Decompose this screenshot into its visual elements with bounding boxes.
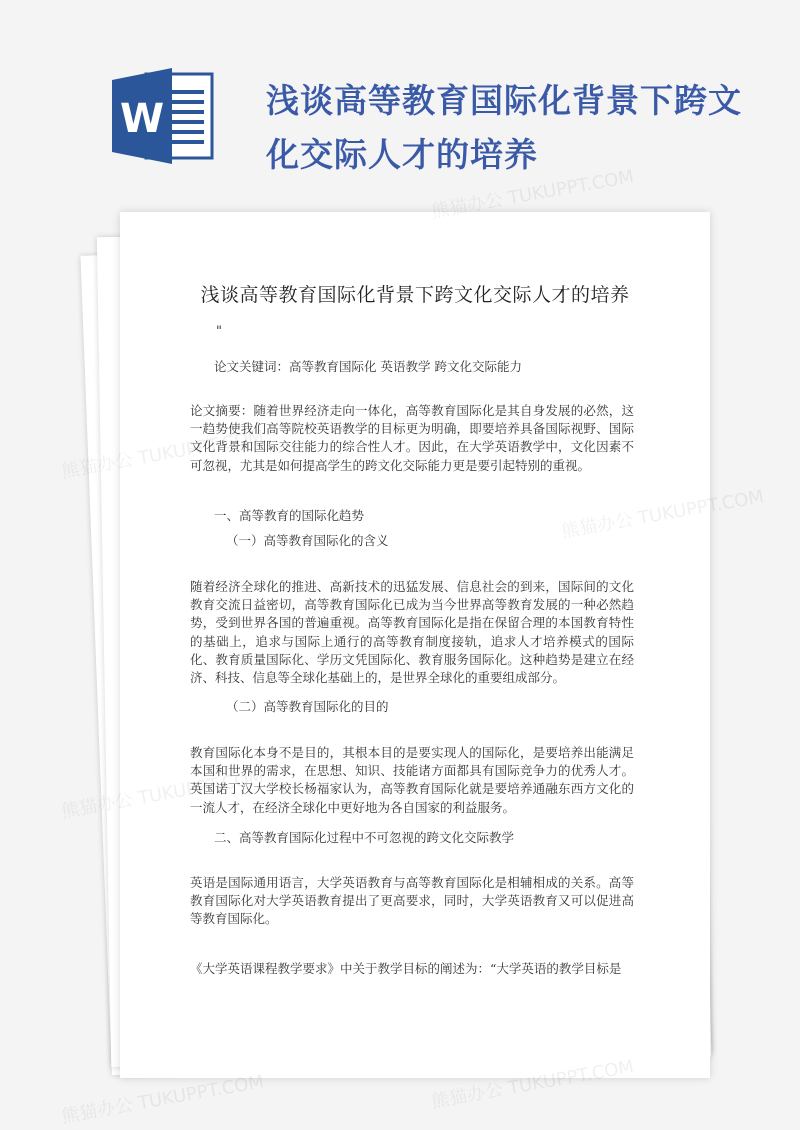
word-logo-letter: W — [119, 96, 165, 142]
section-heading-1: 一、高等教育的国际化趋势 — [214, 508, 365, 523]
watermark: 熊猫办公 TUKUPPT.COM — [59, 1071, 266, 1128]
keywords: 论文关键词：高等教育国际化 英语教学 跨文化交际能力 — [214, 359, 522, 374]
subsection-heading-1b: （二）高等教育国际化的目的 — [226, 699, 389, 714]
watermark: 熊猫办公 TUKUPPT.COM — [429, 166, 636, 223]
header — [0, 0, 800, 200]
quote-mark: " — [216, 324, 222, 339]
paragraph-4-start: 《大学英语课程教学要求》中关于教学目标的阐述为：“大学英语的教学目标是 — [190, 961, 622, 976]
word-document-icon — [112, 66, 222, 166]
subsection-heading-1a: （一）高等教育国际化的含义 — [226, 533, 389, 548]
paragraph-1: 随着经济全球化的推进、高新技术的迅猛发展、信息社会的到来，国际间的文化教育交流日益密切，高等教育国际化已成为当今世界高等教育发展的一种必然趋势，受到世界各国的普遍重视。高等教育国际化是指在保留合理的本国教育特性的基础上，追求与国际上通行的高等教育制度接轨，追求人才培养模式的国际化、教育质量国际化、学历文凭国际化、教育服务国际化。这种趋势是建立在经济、科技、信息等全球化基础上的，是世界全球化的重要组成部分。 — [190, 579, 634, 686]
document-title: 浅谈高等教育国际化背景下跨文化交际人才的培养 — [200, 284, 630, 306]
paragraph-2: 教育国际化本身不是目的，其根本目的是要实现人的国际化，是要培养出能满足本国和世界的需求，在思想、知识、技能诸方面都具有国际竞争力的优秀人才。英国诺丁汉大学校长杨福家认为，高等教育国际化就是要培养通融东西方文化的一流人才，在经济全球化中更好地为各自国家的利益服务。 — [190, 745, 634, 815]
section-heading-2: 二、高等教育国际化过程中不可忽视的跨文化交际教学 — [214, 830, 515, 845]
paragraph-3: 英语是国际通用语言，大学英语教育与高等教育国际化是相辅相成的关系。高等教育国际化对大学英语教育提出了更高要求，同时，大学英语教育又可以促进高等教育国际化。 — [190, 875, 634, 927]
watermark: 熊猫办公 — [59, 789, 135, 823]
watermark: 熊猫办公 TUKUPPT.COM — [429, 1056, 636, 1113]
header-title: 浅谈高等教育国际化背景下跨文化交际人才的培养 — [266, 81, 742, 174]
document-page — [120, 212, 710, 1078]
abstract: 论文摘要：随着世界经济走向一体化，高等教育国际化是其自身发展的必然，这一趋势使我们高等院校英语教学的目标更为明确，即要培养具备国际视野、国际文化背景和国际交往能力的综合性人才。因此，在大学英语教学中，文化因素不可忽视，尤其是如何提高学生的跨文化交际能力更是要引起特别的重视。 — [190, 403, 634, 473]
